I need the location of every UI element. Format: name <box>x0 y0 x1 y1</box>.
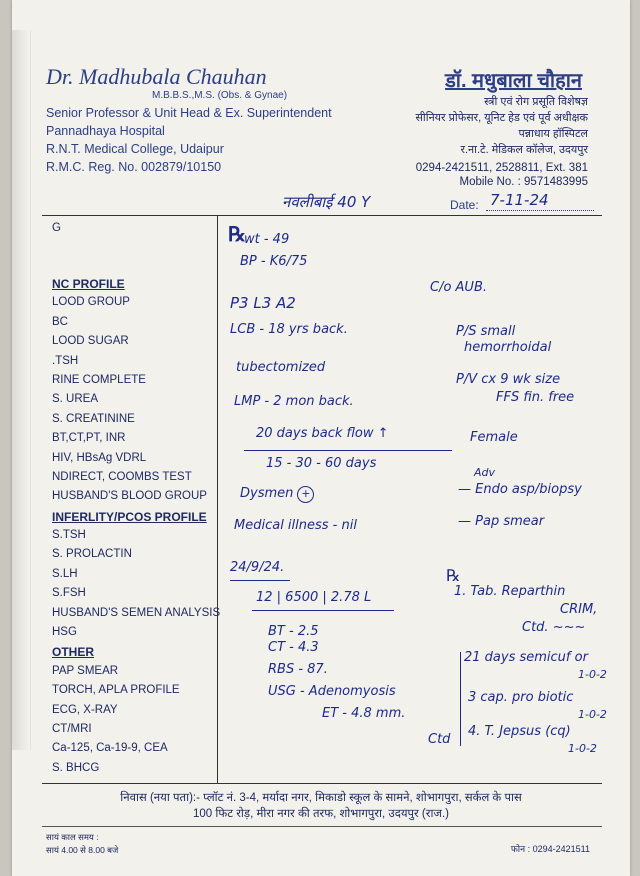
medication-4: 4. T. Jepsus (cq) <box>468 724 571 739</box>
test-item: S.LH <box>52 567 78 580</box>
hospital-name: Pannadhaya Hospital <box>46 124 165 138</box>
registration-number: R.M.C. Reg. No. 002879/10150 <box>46 160 222 174</box>
medication-1-c: Ctd. ~~~ <box>522 620 586 635</box>
medication-2-dose: 1-0-2 <box>578 668 607 681</box>
test-item: BC <box>52 315 68 328</box>
bt-result: BT - 2.5 <box>268 624 319 639</box>
cbc-result: 12 | 6500 | 2.78 L <box>256 590 372 605</box>
test-item: RINE COMPLETE <box>52 373 146 386</box>
pv-note-2: FFS fin. free <box>496 390 575 405</box>
hindi-line-3: पन्नाधाय हॉस्पिटल <box>518 128 588 140</box>
test-item: S. CREATININE <box>52 412 135 425</box>
test-item: HSG <box>52 626 77 639</box>
medication-1-b: CRIM, <box>560 602 598 617</box>
pap-smear-note: — Pap smear <box>458 514 545 529</box>
cbc-rule <box>252 610 394 611</box>
ps-note-1: P/S small <box>456 324 516 339</box>
footer-divider <box>42 826 602 827</box>
test-item: .TSH <box>52 354 79 367</box>
dysmenorrhea-note <box>240 486 314 503</box>
plus-circle-mark: + <box>297 486 314 503</box>
lcb-note: LCB - 18 yrs back. <box>230 322 348 337</box>
flow-note: 20 days back flow ↑ <box>256 426 389 441</box>
date-underline <box>486 210 594 211</box>
test-item: HIV, HBsAg VDRL <box>52 451 147 464</box>
mobile-number: Mobile No. : 9571483995 <box>459 176 588 188</box>
address-line-1: निवास (नया पता):- प्लॉट नं. 3-4, मर्यादा नगर, मिकाडो स्कूल के सामने, शोभागपुरा, सर्कल के पास <box>120 792 522 804</box>
test-item: PAP SMEAR <box>52 664 119 677</box>
medication-4-dose: 1-0-2 <box>568 742 597 755</box>
hindi-line-2: सीनियर प्रोफेसर, यूनिट हेड एवं पूर्व अधीक्षक <box>415 112 588 124</box>
cycle-note: 15 - 30 - 60 days <box>266 456 377 471</box>
header-divider <box>42 215 602 216</box>
date-rule <box>230 580 290 581</box>
ps-note-2: hemorrhoidal <box>464 340 552 355</box>
test-item: ECG, X-RAY <box>52 703 118 716</box>
rx-symbol: ℞ <box>228 224 246 246</box>
test-item: INFERLITY/PCOS PROFILE <box>52 509 207 524</box>
medication-1: 1. Tab. Reparthin <box>454 584 566 599</box>
date-label: Date: <box>450 198 479 212</box>
test-item: LOOD GROUP <box>52 296 130 309</box>
test-item: S.TSH <box>52 529 86 542</box>
pv-note-1: P/V cx 9 wk size <box>456 372 561 387</box>
bp-note: BP - K6/75 <box>240 254 308 269</box>
test-item: S.FSH <box>52 587 86 600</box>
test-item: S. PROLACTIN <box>52 548 132 561</box>
footer-phone: फोन : 0294-2421511 <box>510 844 590 854</box>
test-item: S. BHCG <box>52 761 100 774</box>
continue-note: Ctd <box>428 732 451 747</box>
test-item: S. UREA <box>52 393 99 406</box>
visit-date: 7-11-24 <box>490 191 549 209</box>
doctor-degrees: M.B.B.S.,M.S. (Obs. & Gynae) <box>152 90 288 101</box>
tubectomized-note: tubectomized <box>236 360 326 375</box>
paper-fold <box>12 30 31 750</box>
obstetric-history: P3 L3 A2 <box>230 294 296 312</box>
test-item: NC PROFILE <box>52 277 125 291</box>
body-bottom-divider <box>42 783 602 784</box>
medical-history-note: Medical illness - nil <box>234 518 357 533</box>
address-line-2: 100 फिट रोड़, मीरा नगर की तरफ, शोभागपुरा, उदयपुर (राज.) <box>193 808 449 820</box>
complaint-note: C/o AUB. <box>430 280 488 295</box>
test-item: LOOD SUGAR <box>52 335 129 348</box>
medication-bracket <box>460 652 461 746</box>
lmp-note: LMP - 2 mon back. <box>234 394 354 409</box>
medication-2: 21 days semicuf or <box>464 650 588 665</box>
test-item: HUSBAND'S BLOOD GROUP <box>52 490 207 503</box>
phone-numbers: 0294-2421511, 2528811, Ext. 381 <box>415 162 588 174</box>
evening-time: सायं 4.00 से 8.00 बजे <box>46 845 119 855</box>
college-name: R.N.T. Medical College, Udaipur <box>46 142 224 156</box>
test-item: HUSBAND'S SEMEN ANALYSIS <box>52 606 221 619</box>
rx-symbol-2: ℞ <box>446 566 461 585</box>
tests-top-label: G <box>52 222 61 234</box>
medication-3: 3 cap. pro biotic <box>468 690 574 705</box>
evening-time-label: सायं काल समय : <box>46 832 99 842</box>
test-item: CT/MRI <box>52 722 92 735</box>
cycle-rule <box>244 450 452 451</box>
weight-note: wt - 49 <box>244 232 290 247</box>
usg-result: USG - Adenomyosis <box>268 684 396 699</box>
test-item: NDIRECT, COOMBS TEST <box>52 470 192 483</box>
test-item: BT,CT,PT, INR <box>52 432 126 445</box>
advice-label: Adv <box>474 466 496 479</box>
et-result: ET - 4.8 mm. <box>322 706 406 721</box>
medication-3-dose: 1-0-2 <box>578 708 607 721</box>
test-item: TORCH, APLA PROFILE <box>52 684 180 697</box>
patient-name-age: नवलीबाई 40 Y <box>282 193 371 211</box>
endometrial-biopsy-note: — Endo asp/biopsy <box>458 482 582 497</box>
female-note: Female <box>470 430 518 445</box>
dysmenorrhea-text: Dysmen <box>240 486 294 501</box>
test-item: Ca-125, Ca-19-9, CEA <box>52 742 168 755</box>
investigation-date: 24/9/24. <box>230 560 285 575</box>
test-item: OTHER <box>52 645 94 660</box>
hindi-line-4: र.ना.टे. मेडिकल कॉलेज, उदयपुर <box>460 144 588 156</box>
hindi-line-1: स्त्री एवं रोग प्रसूति विशेषज्ञ <box>484 96 588 108</box>
tests-list <box>52 277 220 781</box>
doctor-name-en: Dr. Madhubala Chauhan <box>46 64 267 89</box>
ct-result: CT - 4.3 <box>268 640 319 655</box>
doctor-title: Senior Professor & Unit Head & Ex. Superintendent <box>46 106 332 120</box>
doctor-name-hi: डॉ. मधुबाला चौहान <box>445 70 582 92</box>
rbs-result: RBS - 87. <box>268 662 328 677</box>
prescription-sheet <box>12 0 630 876</box>
